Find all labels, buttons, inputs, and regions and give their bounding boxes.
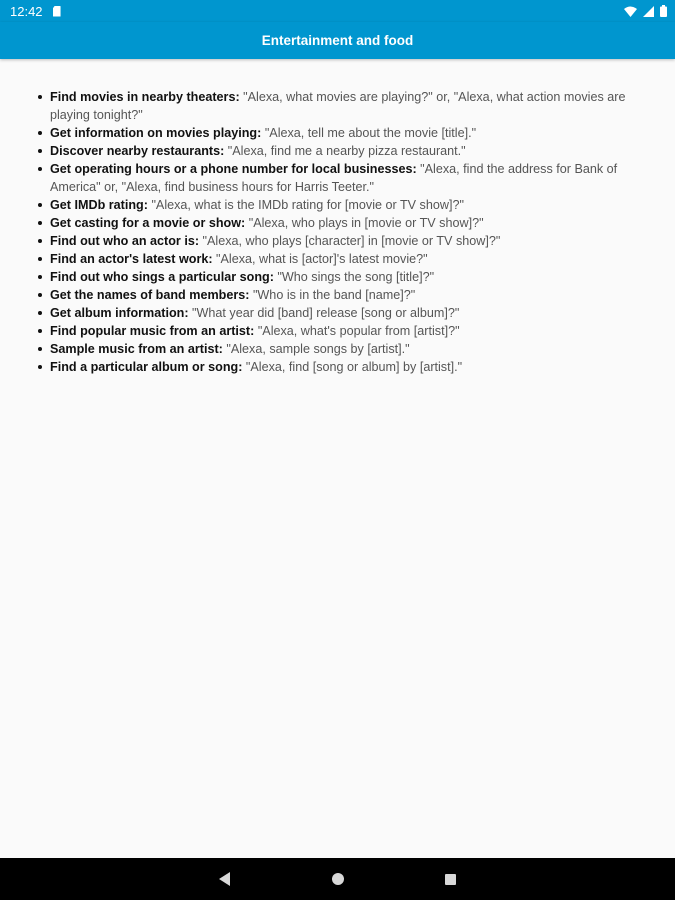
list-item (50, 196, 660, 214)
tip-text: "Alexa, what is [actor]'s latest movie?" (212, 252, 428, 266)
tip-text: "Alexa, find [song or album] by [artist]." (242, 360, 463, 374)
home-button[interactable] (318, 858, 358, 900)
tip-text: "Alexa, tell me about the movie [title]." (261, 126, 477, 140)
app-bar (0, 22, 675, 59)
list-item (50, 268, 660, 286)
status-time: 12:42 (10, 3, 43, 19)
list-item (50, 124, 660, 142)
home-icon (332, 873, 344, 885)
recents-icon (445, 874, 456, 885)
recents-button[interactable] (430, 858, 470, 900)
list-item (50, 304, 660, 322)
list-item (50, 160, 660, 196)
status-bar (0, 0, 675, 22)
tip-term: Get album information: (50, 306, 189, 320)
status-right (624, 5, 667, 17)
list-item (50, 358, 660, 376)
status-left (10, 4, 61, 19)
tip-term: Find an actor's latest work: (50, 252, 213, 266)
signal-icon (643, 6, 654, 17)
tip-text: "Alexa, what movies are playing?" or, "Alexa, what action movies are playing tonight?" (50, 90, 626, 122)
navigation-bar (0, 858, 675, 900)
tip-term: Get information on movies playing: (50, 126, 262, 140)
battery-icon (660, 5, 667, 17)
list-item (50, 232, 660, 250)
list-item (50, 340, 660, 358)
tip-text: "Alexa, what's popular from [artist]?" (254, 324, 460, 338)
tip-term: Get IMDb rating: (50, 198, 148, 212)
list-item (50, 214, 660, 232)
tip-text: "Alexa, who plays in [movie or TV show]?" (245, 216, 484, 230)
list-item (50, 250, 660, 268)
tip-text: "Alexa, find me a nearby pizza restaurant." (224, 144, 466, 158)
tips-list (50, 88, 660, 376)
tip-text: "What year did [band] release [song or album]?" (188, 306, 460, 320)
tip-text: "Alexa, sample songs by [artist]." (222, 342, 410, 356)
tip-term: Find a particular album or song: (50, 360, 243, 374)
tip-term: Find popular music from an artist: (50, 324, 255, 338)
tip-term: Get the names of band members: (50, 288, 250, 302)
back-button[interactable] (204, 858, 244, 900)
list-item (50, 142, 660, 160)
tip-text: "Alexa, find the address for Bank of America" or, "Alexa, find business hours for Harris Teeter." (50, 162, 618, 194)
back-icon (219, 872, 230, 886)
wifi-icon (624, 6, 637, 17)
tip-term: Find movies in nearby theaters: (50, 90, 240, 104)
tip-term: Find out who sings a particular song: (50, 270, 274, 284)
sd-card-icon (53, 6, 61, 17)
tip-text: "Who sings the song [title]?" (273, 270, 435, 284)
tip-term: Get operating hours or a phone number for local businesses: (50, 162, 417, 176)
tip-text: "Alexa, what is the IMDb rating for [movie or TV show]?" (147, 198, 464, 212)
content-area[interactable] (0, 59, 675, 858)
tip-term: Find out who an actor is: (50, 234, 200, 248)
list-item (50, 88, 660, 124)
list-item (50, 286, 660, 304)
list-item (50, 322, 660, 340)
tip-term: Get casting for a movie or show: (50, 216, 246, 230)
tip-term: Discover nearby restaurants: (50, 144, 225, 158)
page-title: Entertainment and food (261, 33, 414, 48)
tip-text: "Alexa, who plays [character] in [movie or TV show]?" (199, 234, 501, 248)
tip-term: Sample music from an artist: (50, 342, 223, 356)
tip-text: "Who is in the band [name]?" (249, 288, 416, 302)
